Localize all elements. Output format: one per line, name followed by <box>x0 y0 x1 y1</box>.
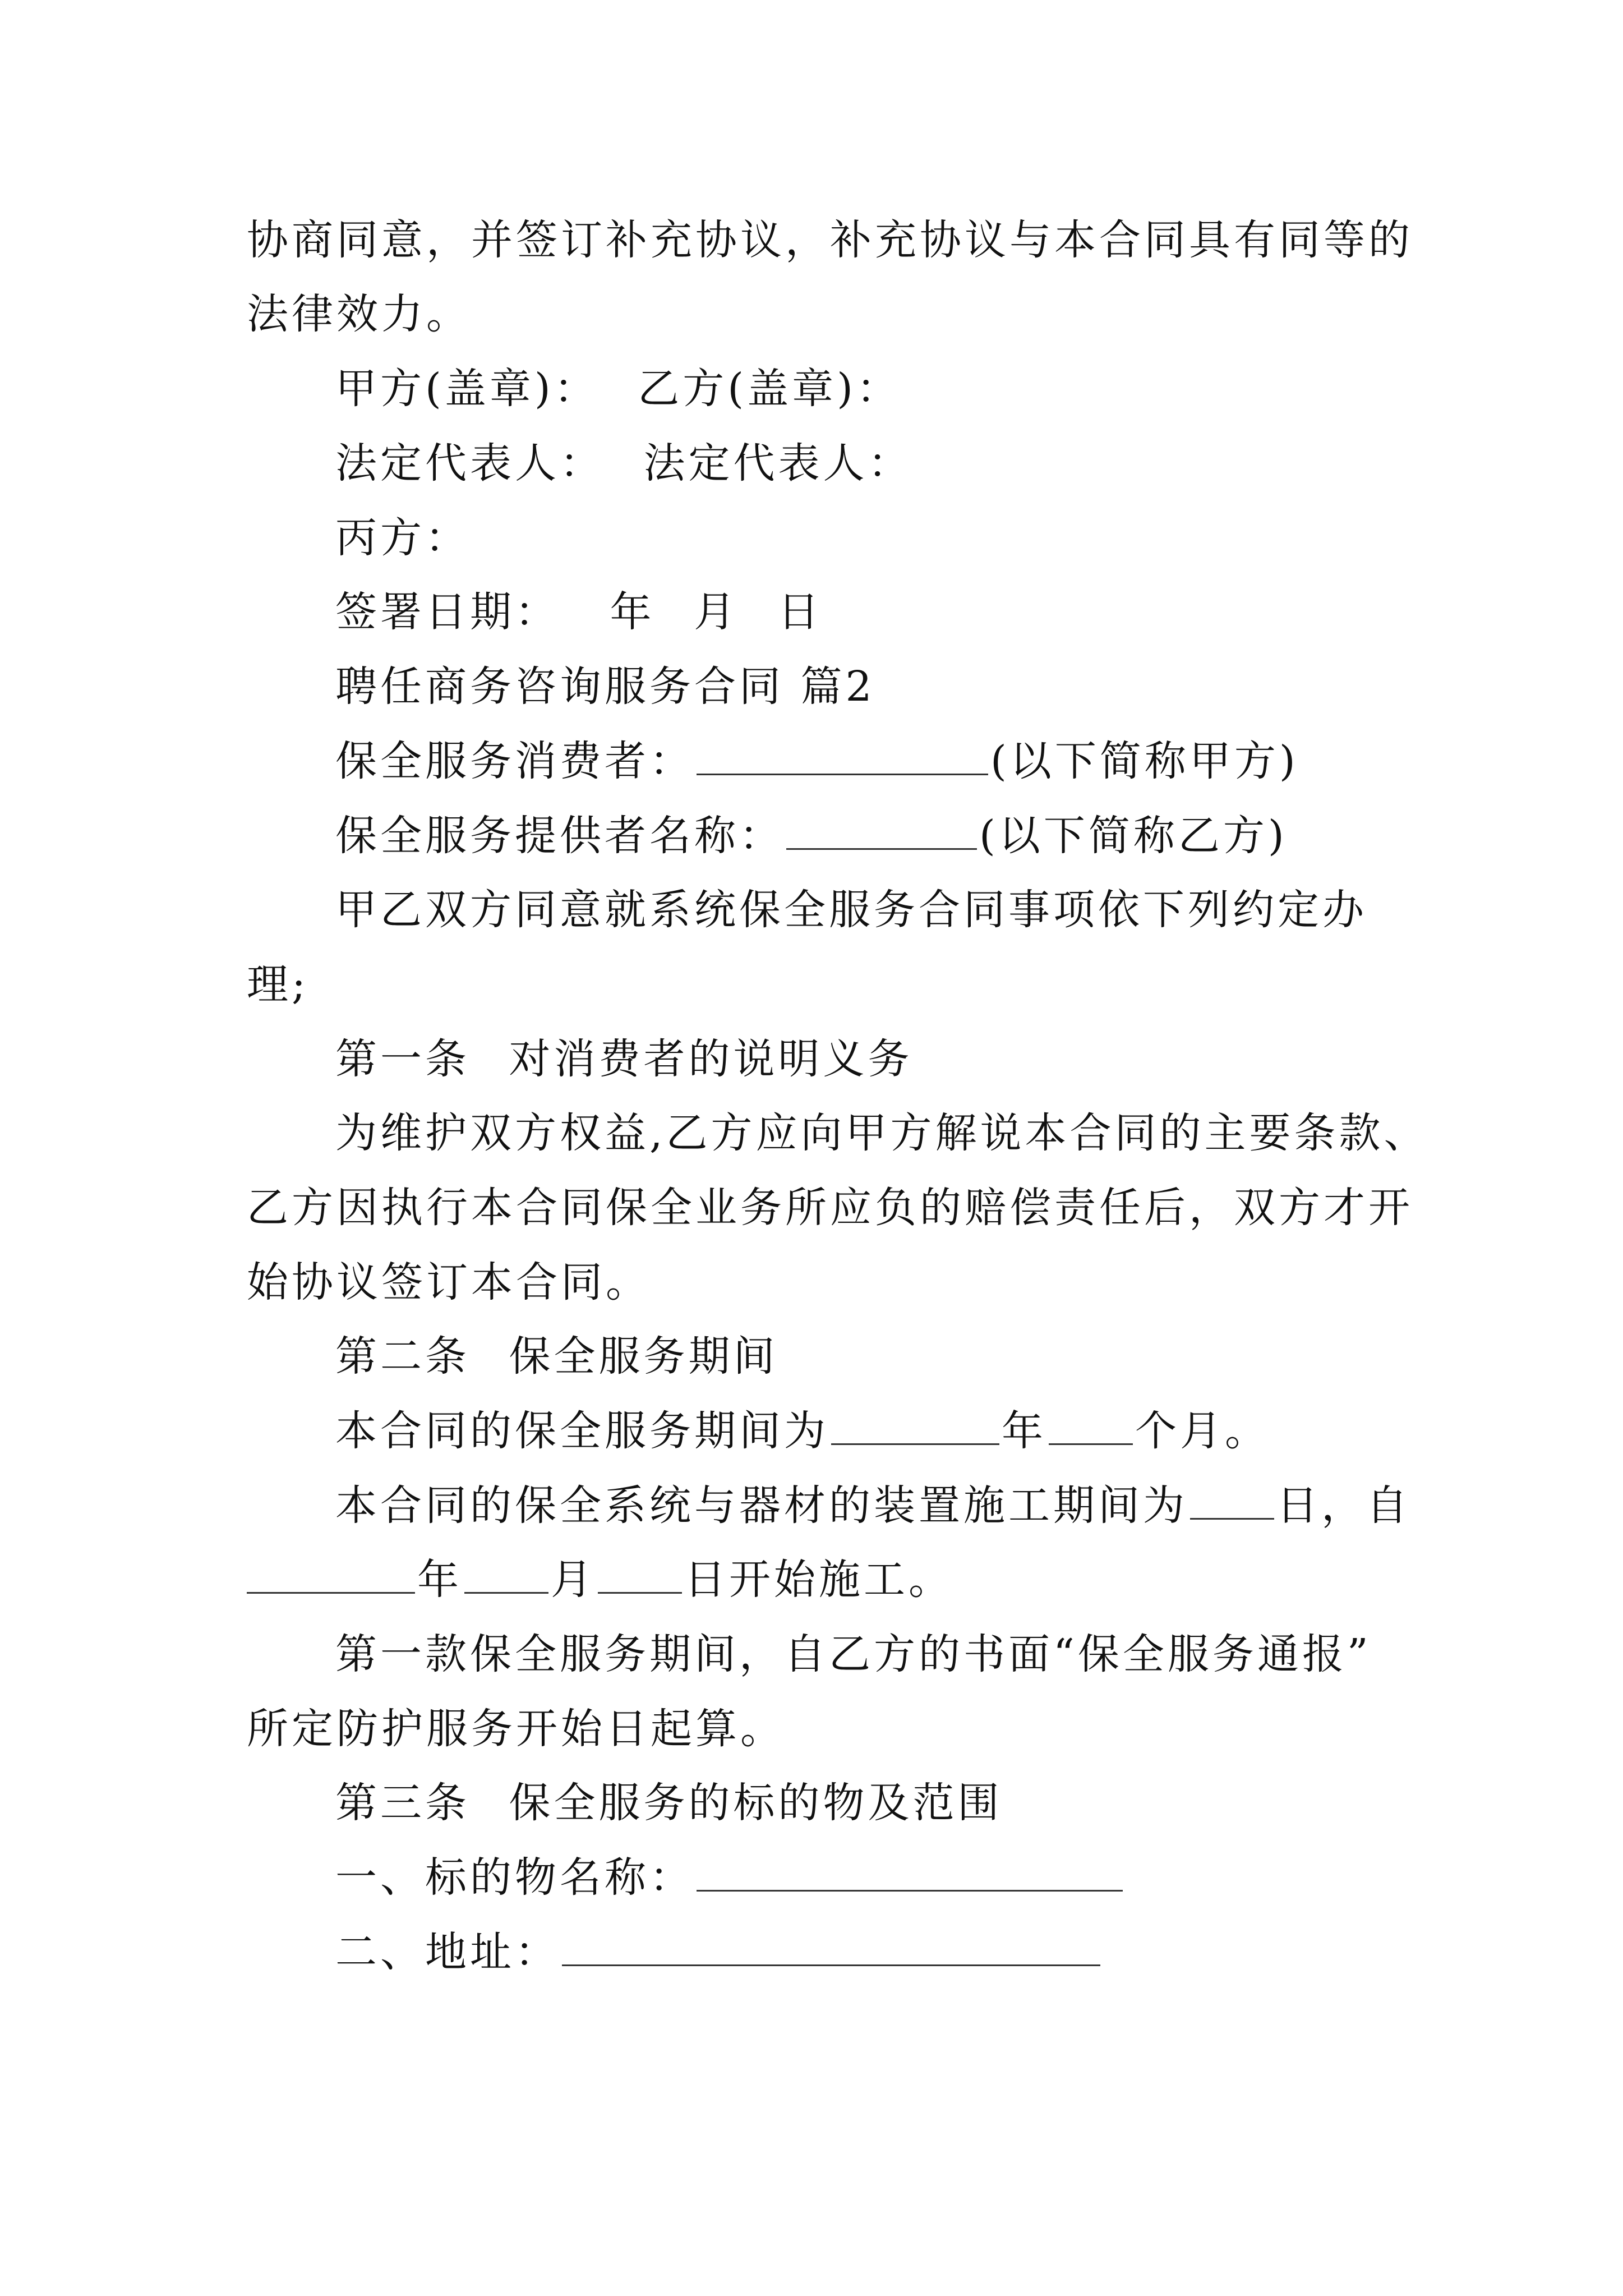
month-label: 月 <box>694 588 739 636</box>
paragraph-line <box>335 882 1367 938</box>
article-number: 第二条 <box>335 1332 470 1381</box>
blank-underline <box>464 1558 548 1594</box>
party-a-seal-label: 甲方(盖章)： <box>335 365 599 413</box>
text: 甲乙双方同意就系统保全服务合同事项依下列约定办 <box>335 886 1367 934</box>
blank-underline <box>1190 1484 1274 1520</box>
field-line <box>335 1478 1411 1534</box>
text: 始协议签订本合同。 <box>247 1258 651 1306</box>
party-b-representative-label: 法定代表人： <box>643 439 913 487</box>
signature-line <box>335 510 470 566</box>
address-label: 二、地址： <box>335 1928 560 1976</box>
field-line <box>335 1403 1270 1459</box>
party-a-representative-label: 法定代表人： <box>335 439 605 487</box>
subject-name-label: 一、标的物名称： <box>335 1853 694 1902</box>
text: 年 <box>1002 1407 1046 1455</box>
text: 法律效力。 <box>247 290 471 338</box>
provider-note: (以下简称乙方) <box>979 812 1288 860</box>
article-number: 第三条 <box>335 1779 470 1827</box>
text: 所定防护服务开始日起算。 <box>247 1705 785 1753</box>
field-line <box>335 1924 1103 1980</box>
text: 月 <box>551 1556 596 1604</box>
paragraph-line <box>247 1701 785 1757</box>
day-label: 日 <box>777 588 823 636</box>
party-c-label: 丙方： <box>335 514 470 562</box>
text: 第一款保全服务期间，自乙方的书面“保全服务通报” <box>335 1630 1372 1678</box>
provider-label: 保全服务提供者名称： <box>335 812 784 860</box>
section-heading <box>335 659 875 715</box>
text: 乙方因执行本合同保全业务所应负的赔偿责任后，双方才开 <box>247 1184 1413 1232</box>
article-title: 对消费者的说明义务 <box>509 1035 913 1083</box>
text: 理; <box>247 960 309 1009</box>
paragraph-line <box>247 1254 651 1310</box>
article-title: 保全服务的标的物及范围 <box>509 1779 1003 1827</box>
field-line <box>335 1849 1125 1906</box>
text: 年 <box>417 1556 462 1604</box>
text: 日开始施工。 <box>684 1556 953 1604</box>
field-line <box>335 733 1299 789</box>
blank-underline <box>697 1856 1123 1892</box>
blank-underline <box>786 815 977 850</box>
paragraph-line <box>247 1180 1413 1236</box>
field-line <box>335 808 1288 864</box>
blank-underline <box>562 1931 1100 1966</box>
paragraph-line <box>247 212 1413 268</box>
blank-underline <box>697 740 988 775</box>
consumer-note: (以下简称甲方) <box>990 737 1299 785</box>
text: 个月。 <box>1135 1407 1270 1455</box>
blank-underline <box>247 1558 415 1594</box>
field-line <box>247 1552 953 1608</box>
blank-underline <box>831 1410 999 1445</box>
text: 本合同的保全系统与器材的装置施工期间为 <box>335 1481 1188 1530</box>
signature-line <box>335 435 913 491</box>
paragraph-line <box>335 1105 1429 1161</box>
article-heading <box>335 1328 778 1384</box>
signing-date-label: 签署日期： <box>335 588 560 636</box>
text: 日，自 <box>1276 1481 1411 1530</box>
signature-line <box>335 361 901 417</box>
paragraph-line <box>247 286 471 342</box>
paragraph-line <box>247 956 309 1013</box>
date-line <box>335 584 823 640</box>
paragraph-line <box>335 1626 1372 1682</box>
article-title: 保全服务期间 <box>509 1332 778 1381</box>
text: 为维护双方权益,乙方应向甲方解说本合同的主要条款、 <box>335 1109 1429 1157</box>
article-heading <box>335 1775 1003 1831</box>
party-b-seal-label: 乙方(盖章)： <box>638 365 902 413</box>
article-heading <box>335 1031 913 1087</box>
consumer-label: 保全服务消费者： <box>335 737 694 785</box>
year-label: 年 <box>610 588 655 636</box>
blank-underline <box>598 1558 682 1594</box>
text: 本合同的保全服务期间为 <box>335 1407 829 1455</box>
blank-underline <box>1049 1410 1133 1445</box>
contract-title: 聘任商务咨询服务合同 篇2 <box>335 662 875 711</box>
article-number: 第一条 <box>335 1035 470 1083</box>
text: 协商同意，并签订补充协议，补充协议与本合同具有同等的 <box>247 216 1413 264</box>
